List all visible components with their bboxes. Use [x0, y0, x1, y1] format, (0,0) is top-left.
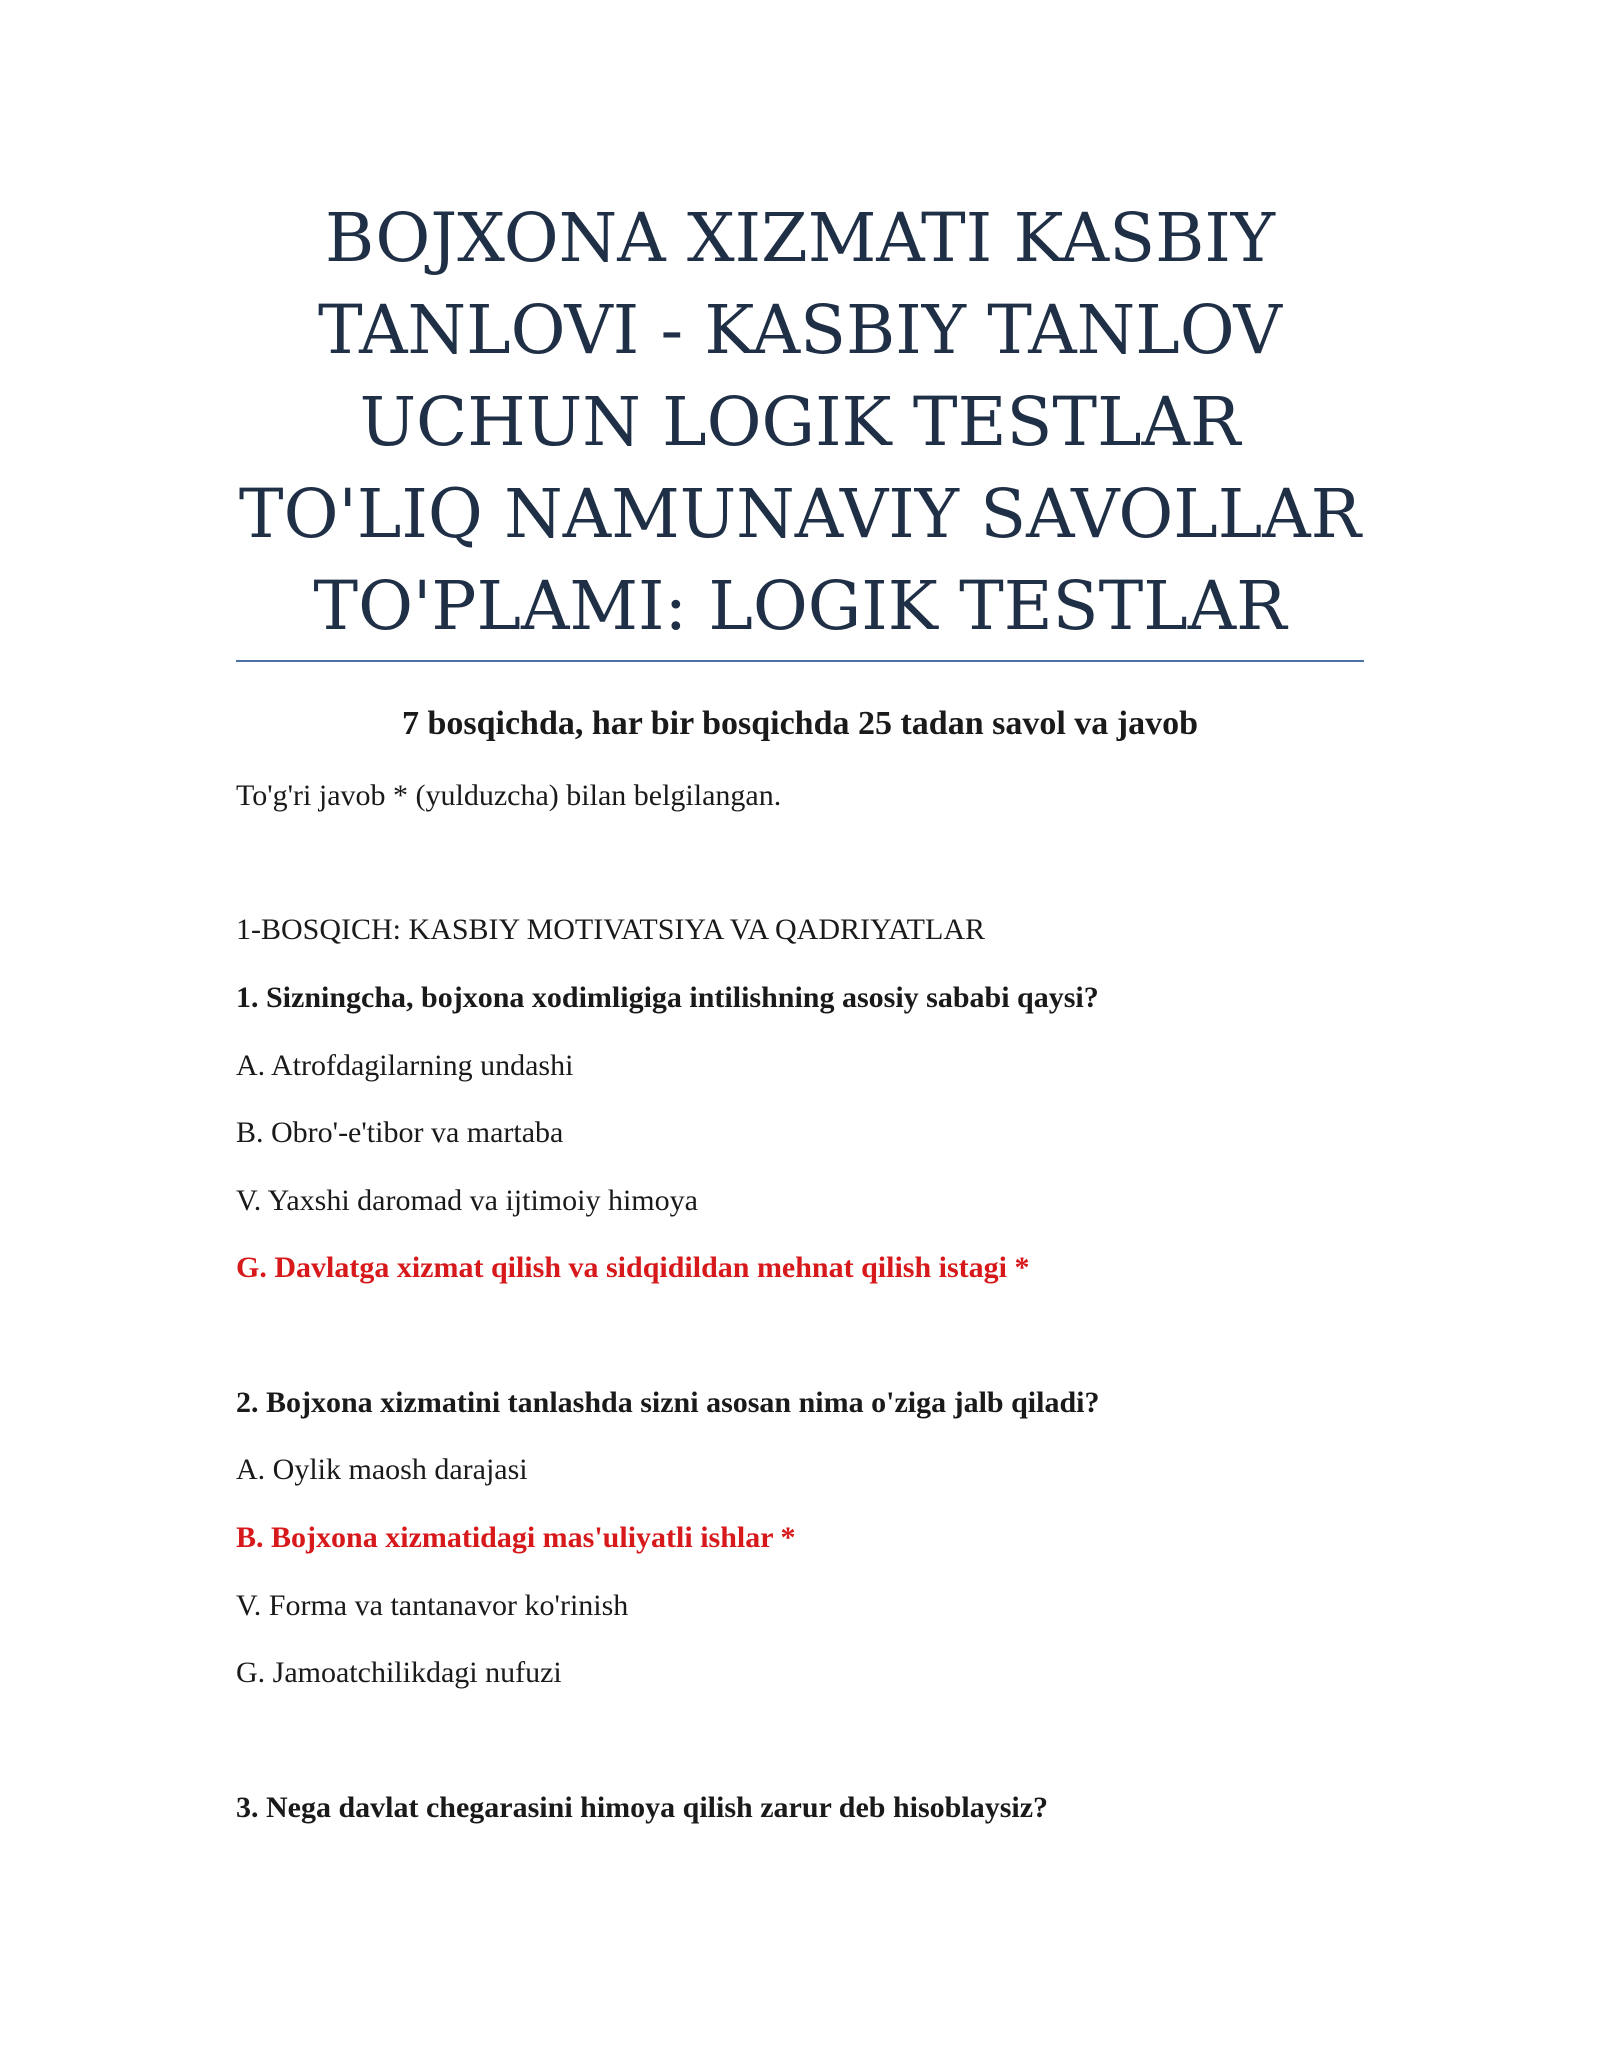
title-divider	[236, 660, 1364, 662]
title-line: UCHUN LOGIK TESTLAR	[359, 383, 1241, 461]
question-text: 3. Nega davlat chegarasini himoya qilish zarur deb hisoblaysiz?	[236, 1791, 1049, 1824]
correct-answer-option: G. Davlatga xizmat qilish va sidqidildan mehnat qilish istagi *	[236, 1251, 1030, 1284]
title-line: TANLOVI - KASBIY TANLOV	[318, 291, 1282, 369]
answer-option: A. Atrofdagilarning undashi	[236, 1049, 574, 1082]
answer-option: V. Yaxshi daromad va ijtimoiy himoya	[236, 1184, 698, 1217]
answer-option: A. Oylik maosh darajasi	[236, 1453, 528, 1486]
answer-key-note: To'g'ri javob * (yulduzcha) bilan belgilangan.	[236, 779, 782, 812]
question-text: 1. Sizningcha, bojxona xodimligiga intilishning asosiy sababi qaysi?	[236, 981, 1099, 1014]
document-subtitle: 7 bosqichda, har bir bosqichda 25 tadan savol va javob	[401, 705, 1199, 742]
title-line: TO'PLAMI: LOGIK TESTLAR	[313, 567, 1287, 645]
title-line: TO'LIQ NAMUNAVIY SAVOLLAR	[238, 475, 1362, 553]
correct-answer-option: B. Bojxona xizmatidagi mas'uliyatli ishlar *	[236, 1521, 796, 1554]
answer-option: B. Obro'-e'tibor va martaba	[236, 1116, 564, 1149]
title-line: BOJXONA XIZMATI KASBIY	[324, 199, 1276, 277]
section-heading: 1-BOSQICH: KASBIY MOTIVATSIYA VA QADRIYATLAR	[236, 913, 985, 946]
answer-option: G. Jamoatchilikdagi nufuzi	[236, 1656, 562, 1689]
question-text: 2. Bojxona xizmatini tanlashda sizni asosan nima o'ziga jalb qiladi?	[236, 1386, 1100, 1419]
document-title	[236, 192, 1364, 652]
answer-option: V. Forma va tantanavor ko'rinish	[236, 1589, 629, 1622]
